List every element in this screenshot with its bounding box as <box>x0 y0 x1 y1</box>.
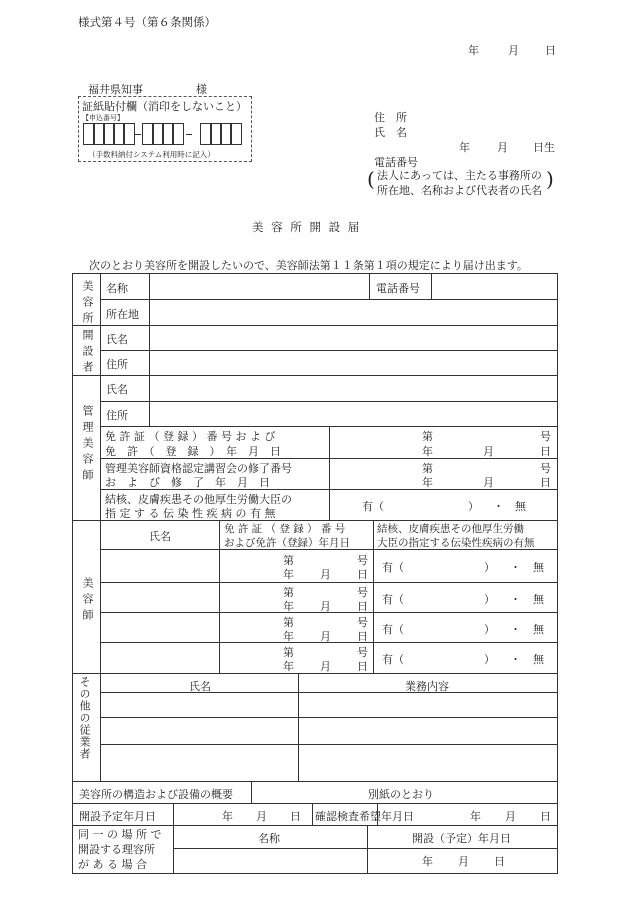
form-number: 様式第４号（第６条関係） <box>78 15 216 29</box>
open-date-year: 年 <box>222 810 233 823</box>
inspection-date-month: 月 <box>505 810 516 823</box>
manager-course-month: 月 <box>483 476 494 489</box>
barber-name-label: 名称 <box>258 832 280 845</box>
stylists-col-disease-2: 大臣の指定する伝染性疾病の有無 <box>377 537 535 549</box>
row-day: 日 <box>357 600 368 613</box>
row-go: 号 <box>357 554 368 567</box>
governor-sama: 様 <box>196 83 207 96</box>
facility-value: 別紙のとおり <box>368 788 434 801</box>
barber-month: 月 <box>458 855 469 868</box>
row-yes: 有（ <box>382 623 404 636</box>
row-close: ） <box>484 653 495 666</box>
others-section-label: その他の従業者 <box>78 676 91 760</box>
row-no: 第 <box>283 554 294 567</box>
inspection-date-label: 確認検査希望年月日 <box>315 810 414 823</box>
governor-label: 福井県知事 <box>88 83 143 96</box>
barber-day: 日 <box>494 855 505 868</box>
row-year: 年 <box>283 630 294 643</box>
stylists-col-license-1: 免 許 証 （ 登 録 ） 番 号 <box>224 523 346 535</box>
row-yes: 有（ <box>382 593 404 606</box>
row-none: 無 <box>533 561 544 574</box>
row-month: 月 <box>320 600 331 613</box>
manager-course-go: 号 <box>540 462 551 475</box>
row-close: ） <box>484 561 495 574</box>
manager-license-line2: 免 許 （ 登 録 ） 年 月 日 <box>105 445 281 458</box>
row-month: 月 <box>320 630 331 643</box>
manager-disease-line1: 結核、皮膚疾患その他厚生労働大臣の <box>105 493 292 506</box>
barber-year: 年 <box>422 855 433 868</box>
manager-section-label: 管理美容師 <box>81 405 94 485</box>
manager-course-line2: お よ び 修 了 年 月 日 <box>105 476 270 489</box>
row-none: 無 <box>533 653 544 666</box>
row-none: 無 <box>533 623 544 636</box>
barber-label-line2: 開設する理容所 <box>78 843 155 856</box>
birth-year: 年 <box>459 141 470 154</box>
open-date-day: 日 <box>290 810 301 823</box>
salon-section-label: 美容所 <box>81 280 94 328</box>
row-go: 号 <box>357 586 368 599</box>
right-bracket: ) <box>546 167 554 191</box>
row-yes: 有（ <box>382 561 404 574</box>
stylists-col-name: 氏名 <box>149 530 171 543</box>
row-month: 月 <box>320 568 331 581</box>
header-date-day: 日 <box>545 44 556 57</box>
manager-license-year: 年 <box>422 445 433 458</box>
salon-location-label: 所在地 <box>106 308 139 321</box>
row-day: 日 <box>357 568 368 581</box>
manager-license-line1: 免 許 証 （ 登 録 ） 番 号 お よ び <box>105 430 276 443</box>
stylists-col-license-2: および免許（登録）年月日 <box>224 537 350 549</box>
manager-disease-line2: 指 定 す る 伝 染 性 疾 病 の 有 無 <box>105 507 276 520</box>
row-year: 年 <box>283 568 294 581</box>
inspection-date-year: 年 <box>470 810 481 823</box>
application-number-label: 【申込番号】 <box>82 114 124 122</box>
salon-name-label: 名称 <box>106 282 128 295</box>
row-dot: ・ <box>510 561 521 574</box>
header-date-year: 年 <box>468 44 479 57</box>
manager-course-day: 日 <box>540 476 551 489</box>
founder-section-label: 開設者 <box>81 329 94 377</box>
row-go: 号 <box>357 616 368 629</box>
facility-label: 美容所の構造および設備の概要 <box>79 788 233 801</box>
row-dot: ・ <box>510 623 521 636</box>
row-day: 日 <box>357 630 368 643</box>
row-go: 号 <box>357 646 368 659</box>
salon-phone-label: 電話番号 <box>376 282 420 295</box>
manager-disease-dot: ・ <box>493 500 504 513</box>
open-date-month: 月 <box>256 810 267 823</box>
row-close: ） <box>484 623 495 636</box>
manager-course-year: 年 <box>422 476 433 489</box>
row-no: 第 <box>283 646 294 659</box>
manager-course-line1: 管理美容師資格認定講習会の修了番号 <box>105 462 292 475</box>
row-no: 第 <box>283 616 294 629</box>
applicant-address-label: 住 所 <box>374 111 407 124</box>
applicant-phone-label: 電話番号 <box>374 156 418 169</box>
row-month: 月 <box>320 660 331 673</box>
stylists-section-label: 美容師 <box>81 577 94 625</box>
manager-license-go: 号 <box>540 430 551 443</box>
document-title: 美 容 所 開 設 届 <box>252 220 362 234</box>
intro-text: 次のとおり美容所を開設したいので、美容師法第１１条第１項の規定により届け出ます。 <box>89 259 528 272</box>
founder-name-label: 氏名 <box>106 333 128 346</box>
inspection-date-day: 日 <box>540 810 551 823</box>
manager-license-month: 月 <box>483 445 494 458</box>
manager-disease-yes: 有（ <box>362 500 384 513</box>
stylists-col-disease-1: 結核、皮膚疾患その他厚生労働 <box>377 523 524 535</box>
manager-license-no: 第 <box>422 430 433 443</box>
row-dot: ・ <box>510 593 521 606</box>
row-no: 第 <box>283 586 294 599</box>
others-col-name: 氏名 <box>189 680 211 693</box>
row-dot: ・ <box>510 653 521 666</box>
row-day: 日 <box>357 660 368 673</box>
row-yes: 有（ <box>382 653 404 666</box>
manager-disease-none: 無 <box>515 500 526 513</box>
others-col-work: 業務内容 <box>405 680 449 693</box>
row-none: 無 <box>533 593 544 606</box>
stamp-title: 証紙貼付欄（消印をしないこと） <box>82 100 247 113</box>
barber-open-label: 開設（予定）年月日 <box>412 832 511 845</box>
barber-label-line1: 同 一 の 場 所 で <box>78 828 162 841</box>
founder-address-label: 住所 <box>106 358 128 371</box>
corp-note-line2: 所在地、名称および代表者の氏名 <box>377 184 542 197</box>
applicant-name-label: 氏 名 <box>374 126 407 139</box>
manager-license-day: 日 <box>540 445 551 458</box>
corp-note-line1: 法人にあっては、主たる事務所の <box>377 169 542 182</box>
row-year: 年 <box>283 600 294 613</box>
row-year: 年 <box>283 660 294 673</box>
birth-day: 日生 <box>533 141 555 154</box>
left-bracket: ( <box>367 167 375 191</box>
manager-disease-close: ） <box>468 500 479 513</box>
birth-month: 月 <box>497 141 508 154</box>
barber-label-line3: が あ る 場 合 <box>78 858 147 871</box>
manager-name-label: 氏名 <box>106 383 128 396</box>
row-close: ） <box>484 593 495 606</box>
stamp-note: （手数料納付システム利用時に記入） <box>88 150 215 159</box>
open-date-label: 開設予定年月日 <box>79 810 156 823</box>
header-date-month: 月 <box>508 44 519 57</box>
manager-address-label: 住所 <box>106 409 128 422</box>
manager-course-no: 第 <box>422 462 433 475</box>
